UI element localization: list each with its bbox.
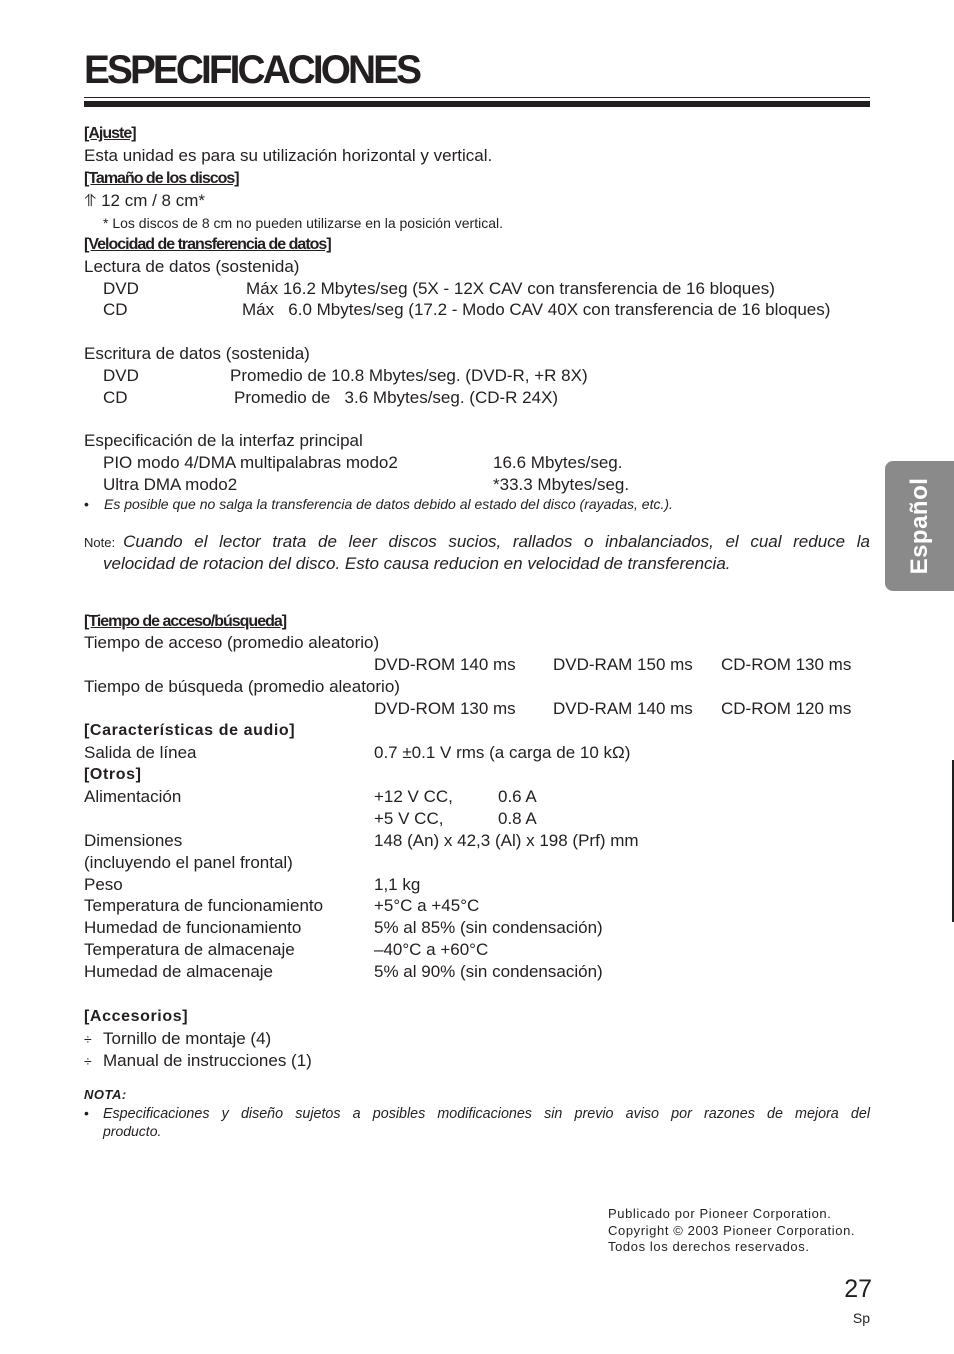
page-title: ESPECIFICACIONES (84, 48, 420, 92)
acceso-label: Tiempo de acceso (promedio aleatorio) (84, 633, 380, 652)
halm-value: 5% al 90% (sin condensación) (374, 962, 603, 981)
accesorio-item-1-text: Tornillo de montaje (4) (103, 1029, 272, 1048)
section-heading-audio: [Características de audio] (84, 722, 296, 739)
tfunc-value: +5°C a +45°C (374, 896, 480, 915)
alim-12a: 0.6 A (498, 787, 537, 806)
nota-heading: NOTA: (84, 1087, 127, 1102)
bullet-mark: • (84, 496, 89, 512)
talm-value: –40°C a +60°C (374, 940, 489, 959)
note-line-1: Cuando el lector trata de leer discos sucios, rallados o inbalanciados, el cual reduce la (123, 532, 870, 551)
disc-size-value: 12 cm / 8 cm* (101, 191, 206, 210)
alim-label: Alimentación (84, 787, 182, 806)
disc-size-row (84, 191, 205, 211)
acceso-dvdram: DVD-RAM 150 ms (553, 655, 693, 674)
busqueda-dvdrom: DVD-ROM 130 ms (374, 699, 516, 718)
udma-label: Ultra DMA modo2 (103, 475, 238, 494)
udma-value: *33.3 Mbytes/seg. (493, 475, 630, 494)
section-heading-acceso: [Tiempo de acceso/búsqueda] (84, 613, 287, 630)
lectura-label: Lectura de datos (sostenida) (84, 257, 300, 276)
note-line-2: velocidad de rotacion del disco. Esto causa reducion en velocidad de transferencia. (103, 554, 731, 573)
dim-sub: (incluyendo el panel frontal) (84, 853, 293, 872)
interfaz-label: Especificación de la interfaz principal (84, 431, 363, 450)
escritura-cd-value: Promedio de 3.6 Mbytes/seg. (CD-R 24X) (234, 388, 559, 407)
nota-bullet-row (84, 1105, 870, 1122)
salida-value: 0.7 ±0.1 V rms (a carga de 10 kΩ) (374, 743, 631, 762)
transfer-bullet-note (84, 496, 673, 512)
page-number: 27 (844, 1275, 872, 1303)
escritura-dvd-label: DVD (103, 366, 139, 385)
alim-12v: +12 V CC, (374, 787, 453, 806)
note-label: Note: (84, 535, 116, 550)
lectura-dvd-value: Máx 16.2 Mbytes/seg (5X - 12X CAV con transferencia de 16 bloques) (246, 279, 775, 298)
publisher-line-1: Publicado por Pioneer Corporation. (608, 1206, 832, 1221)
disc-size-footnote: * Los discos de 8 cm no pueden utilizarse en la posición vertical. (103, 215, 503, 231)
list-mark: ÷ (84, 1053, 92, 1069)
language-tab (885, 461, 954, 591)
orientation-icon: ⥣ (84, 191, 97, 210)
pio-label: PIO modo 4/DMA multipalabras modo2 (103, 453, 398, 472)
tfunc-label: Temperatura de funcionamiento (84, 896, 324, 915)
section-heading-discos: [Tamaño de los discos] (84, 170, 239, 187)
bullet-mark: • (84, 1105, 89, 1121)
acceso-dvdrom: DVD-ROM 140 ms (374, 655, 516, 674)
pio-value: 16.6 Mbytes/seg. (493, 453, 623, 472)
dim-value: 148 (An) x 42,3 (Al) x 198 (Prf) mm (374, 831, 639, 850)
publisher-line-3: Todos los derechos reservados. (608, 1239, 810, 1254)
escritura-label: Escritura de datos (sostenida) (84, 344, 310, 363)
section-heading-accesorios: [Accesorios] (84, 1008, 189, 1025)
ajuste-text: Esta unidad es para su utilización horizontal y vertical. (84, 146, 493, 165)
section-heading-velocidad: [Velocidad de transferencia de datos] (84, 236, 331, 253)
accesorio-item-2-text: Manual de instrucciones (1) (103, 1051, 312, 1070)
alim-5a: 0.8 A (498, 809, 537, 828)
language-tab-label: Español (905, 477, 933, 575)
busqueda-dvdram: DVD-RAM 140 ms (553, 699, 693, 718)
nota-line-1: Especificaciones y diseño sujetos a posibles modificaciones sin previo aviso por razones de mejora del (103, 1106, 870, 1122)
list-mark: ÷ (84, 1031, 92, 1047)
dim-label: Dimensiones (84, 831, 183, 850)
alim-5v: +5 V CC, (374, 809, 444, 828)
acceso-cdrom: CD-ROM 130 ms (721, 655, 852, 674)
bullet-note-text: Es posible que no salga la transferencia de datos debido al estado del disco (rayadas, etc.). (104, 496, 673, 512)
section-heading-otros: [Otros] (84, 766, 142, 783)
halm-label: Humedad de almacenaje (84, 962, 274, 981)
hfunc-value: 5% al 85% (sin condensación) (374, 918, 603, 937)
accesorio-item-1 (84, 1029, 271, 1049)
section-heading-ajuste: [Ajuste] (84, 125, 136, 142)
lectura-cd-label: CD (103, 300, 128, 319)
salida-label: Salida de línea (84, 743, 197, 762)
transfer-note (84, 532, 870, 552)
title-rule-thin (84, 97, 870, 98)
page-language-code: Sp (852, 1310, 870, 1326)
hfunc-label: Humedad de funcionamiento (84, 918, 302, 937)
peso-label: Peso (84, 875, 123, 894)
busqueda-label: Tiempo de búsqueda (promedio aleatorio) (84, 677, 400, 696)
accesorio-item-2 (84, 1051, 312, 1071)
publisher-line-2: Copyright © 2003 Pioneer Corporation. (608, 1223, 856, 1238)
talm-label: Temperatura de almacenaje (84, 940, 295, 959)
peso-value: 1,1 kg (374, 875, 421, 894)
nota-line-2: producto. (103, 1123, 162, 1139)
lectura-dvd-label: DVD (103, 279, 139, 298)
busqueda-cdrom: CD-ROM 120 ms (721, 699, 852, 718)
escritura-dvd-value: Promedio de 10.8 Mbytes/seg. (DVD-R, +R 8X) (230, 366, 588, 385)
escritura-cd-label: CD (103, 388, 128, 407)
title-rule-thick (84, 101, 870, 107)
lectura-cd-value: Máx 6.0 Mbytes/seg (17.2 - Modo CAV 40X con transferencia de 16 bloques) (242, 300, 831, 319)
